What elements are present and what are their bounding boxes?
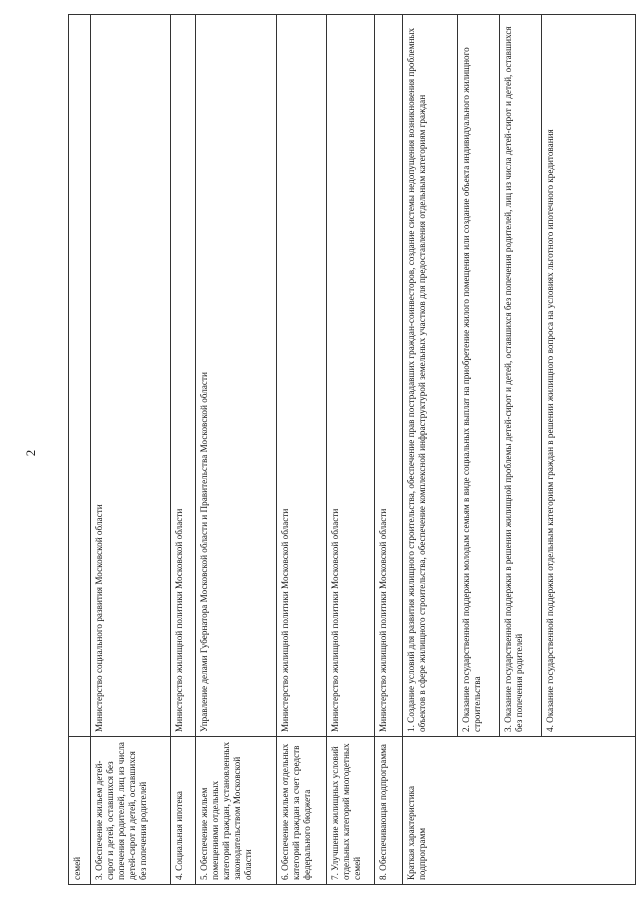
row-value: Министерство социального развития Московской области [91, 15, 171, 737]
row-value: Министерство жилищной политики Московской области [375, 15, 403, 737]
table-row [91, 15, 171, 885]
row-value: Министерство жилищной политики Московской области [327, 15, 375, 737]
program-table [68, 14, 636, 885]
table-row [171, 15, 196, 885]
characteristic-item: 4. Оказание государственной поддержки отдельным категориям граждан в решении жилищного вопроса на условиях льготного ипотечного кредитования [542, 15, 636, 737]
table-row [327, 15, 375, 885]
characteristics-label: Краткая характеристика подпрограмм [403, 737, 636, 885]
table-row [403, 15, 458, 885]
row-value: Управление делами Губернатора Московской области и Правительства Московской области [196, 15, 277, 737]
table-row [196, 15, 277, 885]
characteristic-item: 3. Оказание государственной поддержки в решении жилищной проблемы детей-сирот и детей, оставшихся без попечения родителей, лиц из числа детей-сирот и детей, оставшихся без попечения родителей [500, 15, 542, 737]
row-label: 5. Обеспечение жильем помещениями отдельных категорий граждан, установленных законодательством Московской области [196, 737, 277, 885]
row-label: 6. Обеспечение жильем отдельных категорий граждан за счет средств федерального бюджета [277, 737, 327, 885]
table-row [69, 15, 91, 885]
characteristic-item: 1. Создание условий для развития жилищного строительства, обеспечение прав пострадавших граждан-соинвесторов, создание системы недопущения возникновения проблемных объектов в сфере жилищного строительства, обеспечение комплексной инфраструктурой земельных участков для предоставления отдельным категориям граждан [403, 15, 458, 737]
characteristic-item: 2. Оказание государственной поддержки молодым семьям в виде социальных выплат на приобретение жилого помещения или создание объекта индивидуального жилищного строительства [458, 15, 500, 737]
row-label: 7. Улучшение жилищных условий отдельных категорий многодетных семей [327, 737, 375, 885]
row-value: Министерство жилищной политики Московской области [171, 15, 196, 737]
row-label: 8. Обеспечивающая подпрограмма [375, 737, 403, 885]
rotated-page [68, 15, 635, 885]
row-value: Министерство жилищной политики Московской области [277, 15, 327, 737]
row-label: 3. Обеспечение жильем детей-сирот и детей, оставшихся без попечения родителей, лиц из числа детей-сирот и детей, оставшихся без попечения родителей [91, 737, 171, 885]
table-row [277, 15, 327, 885]
page-number: 2 [23, 449, 38, 457]
table-row [375, 15, 403, 885]
row-label: 4. Социальная ипотека [171, 737, 196, 885]
row-value [69, 15, 91, 737]
row-label: семей [69, 737, 91, 885]
